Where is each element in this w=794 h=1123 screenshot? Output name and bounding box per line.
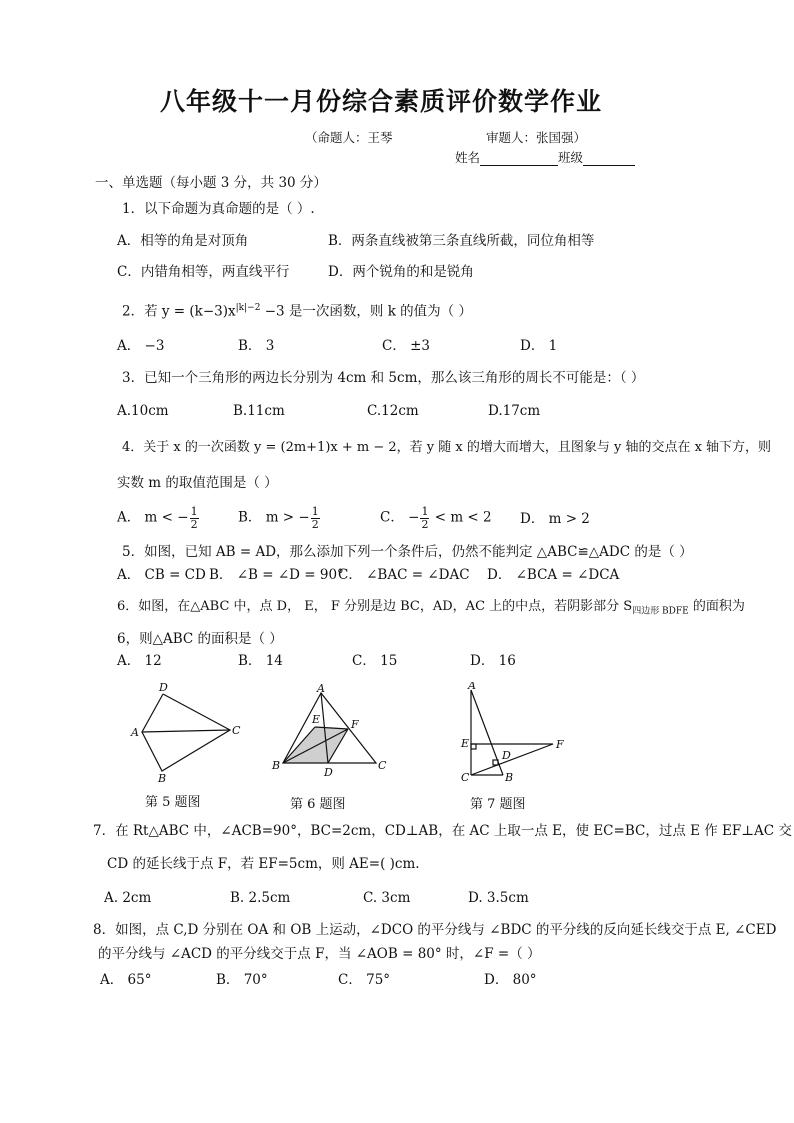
q2-stem-post: −3 是一次函数，则 k 的值为（ ） bbox=[260, 303, 472, 320]
q5-option-a[interactable]: A． CB = CD bbox=[117, 567, 206, 583]
fig6-label-a: A bbox=[317, 683, 325, 695]
figure-6 bbox=[268, 683, 393, 783]
q8-option-a[interactable]: A． 65° bbox=[100, 972, 152, 988]
class-blank[interactable] bbox=[583, 151, 635, 166]
q3-option-c[interactable]: C.12cm bbox=[367, 403, 419, 419]
q2-exponent: |k|−2 bbox=[235, 303, 261, 313]
q2-option-d[interactable]: D． 1 bbox=[520, 338, 558, 354]
class-label: 班级 bbox=[558, 150, 584, 165]
q1-option-d[interactable]: D．两个锐角的和是锐角 bbox=[328, 264, 474, 280]
q1-option-a[interactable]: A．相等的角是对顶角 bbox=[117, 233, 249, 249]
q3-option-a[interactable]: A.10cm bbox=[117, 403, 169, 419]
q4-a-fraction: $\frac{1}{2}$ bbox=[190, 505, 198, 531]
q1-option-c[interactable]: C．内错角相等，两直线平行 bbox=[117, 264, 290, 280]
q5-option-c[interactable]: C． ∠BAC = ∠DAC bbox=[338, 567, 470, 583]
q5-stem: 5．如图，已知 AB = AD，那么添加下列一个条件后，仍然不能判定 △ABC≌△ADC 的是（ ） bbox=[122, 544, 693, 560]
q4-c-fraction: $\frac{1}{2}$ bbox=[421, 505, 429, 531]
q5-option-b[interactable]: B． ∠B = ∠D = 90° bbox=[209, 567, 344, 583]
q6-option-c[interactable]: C． 15 bbox=[352, 653, 398, 669]
q4-stem-line2: 实数 m 的取值范围是（ ） bbox=[117, 475, 278, 491]
q6-subscript: 四边形 BDFE bbox=[632, 606, 689, 617]
q8-stem-line1: 8．如图，点 C,D 分别在 OA 和 OB 上运动，∠DCO 的平分线与 ∠BDC 的平分线的反向延长线交于点 E, ∠CED bbox=[93, 922, 777, 938]
q8-option-d[interactable]: D． 80° bbox=[484, 972, 537, 988]
name-label: 姓名 bbox=[455, 150, 481, 165]
fig6-label-b: B bbox=[272, 759, 281, 772]
author-label: （命题人：王琴 bbox=[305, 130, 393, 145]
q4-option-a[interactable] bbox=[117, 506, 200, 530]
q8-stem-line2: 的平分线与 ∠ACD 的平分线交于点 F，当 ∠AOB = 80° 时，∠F =（ ） bbox=[98, 946, 541, 962]
q6-stem-line1 bbox=[117, 600, 745, 617]
q3-option-b[interactable]: B.11cm bbox=[233, 403, 285, 419]
q1-stem: 1．以下命题为真命题的是（ ）. bbox=[122, 201, 315, 217]
q4-b-text: B． m > − bbox=[238, 509, 310, 526]
figure-7-caption: 第 7 题图 bbox=[470, 797, 526, 812]
q4-a-text: A． m < − bbox=[117, 509, 189, 526]
q6-stem-pre: 6．如图，在△ABC 中，点 D， E， F 分别是边 BC，AD，AC 上的中点，若阴影部分 S bbox=[117, 599, 633, 614]
figure-6-caption: 第 6 题图 bbox=[290, 797, 346, 812]
figure-7 bbox=[458, 682, 573, 784]
q7-option-d[interactable]: D. 3.5cm bbox=[468, 890, 529, 906]
q2-option-b[interactable]: B． 3 bbox=[238, 338, 275, 354]
q4-option-b[interactable] bbox=[238, 506, 321, 530]
q7-option-c[interactable]: C. 3cm bbox=[363, 890, 411, 906]
q2-option-c[interactable]: C． ±3 bbox=[382, 338, 431, 354]
q6-stem-line2: 6，则△ABC 的面积是（ ） bbox=[117, 631, 283, 647]
fig5-label-b: B bbox=[158, 772, 167, 785]
q2-stem bbox=[122, 303, 472, 320]
q8-option-c[interactable]: C． 75° bbox=[338, 972, 391, 988]
fig7-label-d: D bbox=[502, 749, 511, 762]
q6-stem-post: 的面积为 bbox=[688, 599, 745, 614]
q7-stem-line2: CD 的延长线于点 F，若 EF=5cm，则 AE=( )cm. bbox=[107, 856, 420, 872]
q3-stem: 3．已知一个三角形的两边长分别为 4cm 和 5cm，那么该三角形的周长不可能是：（ ） bbox=[122, 370, 645, 386]
q7-option-a[interactable]: A. 2cm bbox=[104, 890, 152, 906]
q4-b-fraction: $\frac{1}{2}$ bbox=[311, 505, 319, 531]
q4-c-text: C． − bbox=[380, 509, 420, 526]
fig6-label-e: E bbox=[312, 713, 321, 726]
fig5-label-c: C bbox=[232, 724, 241, 737]
q2-stem-pre: 2．若 y = (k−3)x bbox=[122, 303, 236, 320]
fig6-label-d: D bbox=[324, 766, 333, 779]
q1-option-b[interactable]: B．两条直线被第三条直线所截，同位角相等 bbox=[328, 233, 595, 249]
q2-option-a[interactable]: A． −3 bbox=[117, 338, 165, 354]
fig6-label-f: F bbox=[351, 718, 359, 731]
fig6-label-c: C bbox=[378, 759, 387, 772]
q7-stem-line1: 7．在 Rt△ABC 中，∠ACB=90°，BC=2cm，CD⊥AB，在 AC 上取一点 E，使 EC=BC，过点 E 作 EF⊥AC 交 bbox=[93, 823, 792, 839]
figure-5-caption: 第 5 题图 bbox=[145, 795, 201, 810]
name-field[interactable] bbox=[455, 151, 635, 166]
name-blank[interactable] bbox=[480, 151, 558, 166]
fig7-label-e: E bbox=[461, 737, 470, 750]
q6-option-a[interactable]: A． 12 bbox=[117, 653, 162, 669]
q5-option-d[interactable]: D． ∠BCA = ∠DCA bbox=[487, 567, 620, 583]
fig5-label-a: A bbox=[131, 726, 139, 739]
q4-stem-line1: 4．关于 x 的一次函数 y = (2m+1)x + m − 2，若 y 随 x 的增大而增大，且图象与 y 轴的交点在 x 轴下方，则 bbox=[122, 440, 772, 455]
q8-option-b[interactable]: B． 70° bbox=[216, 972, 268, 988]
q4-option-c[interactable] bbox=[380, 506, 492, 530]
q4-option-d[interactable]: D． m > 2 bbox=[520, 511, 590, 527]
figure-5 bbox=[125, 680, 245, 785]
fig5-label-d: D bbox=[159, 681, 168, 694]
section-heading: 一、单选题（每小题 3 分，共 30 分） bbox=[95, 175, 327, 191]
page-title: 八年级十一月份综合素质评价数学作业 bbox=[160, 87, 603, 116]
fig7-label-b: B bbox=[505, 771, 514, 784]
fig7-label-c: C bbox=[461, 771, 470, 784]
q6-option-b[interactable]: B． 14 bbox=[238, 653, 283, 669]
q3-option-d[interactable]: D.17cm bbox=[488, 403, 541, 419]
fig7-label-a: A bbox=[468, 682, 476, 692]
q6-option-d[interactable]: D． 16 bbox=[470, 653, 516, 669]
fig7-label-f: F bbox=[556, 738, 564, 751]
q4-c-text-post: < m < 2 bbox=[430, 509, 492, 526]
q7-option-b[interactable]: B. 2.5cm bbox=[230, 890, 291, 906]
reviewer-label: 审题人：张国强） bbox=[486, 130, 587, 145]
